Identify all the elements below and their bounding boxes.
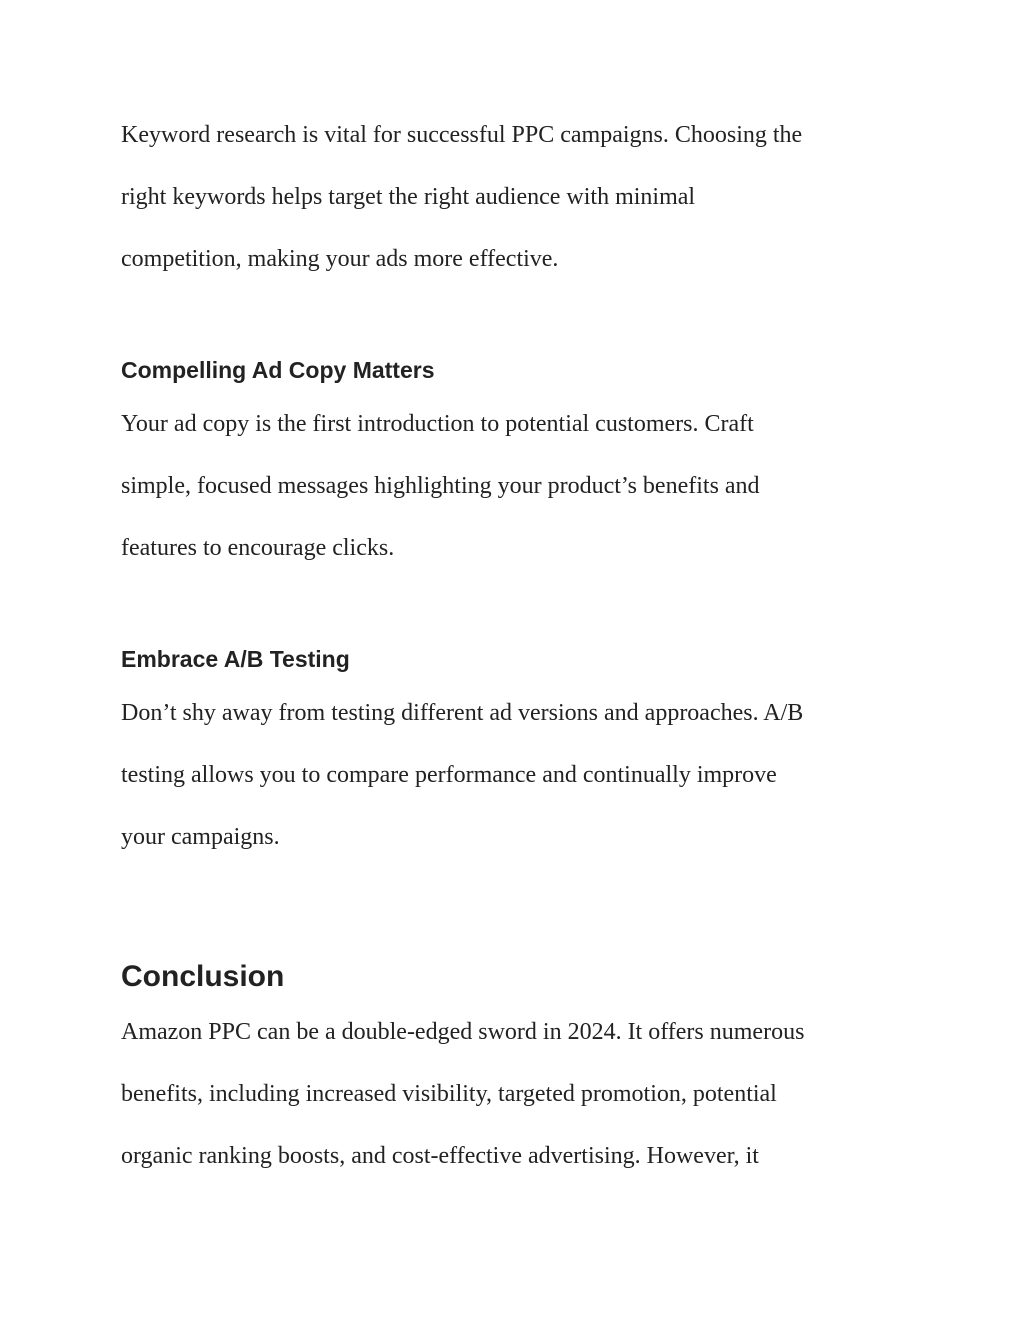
ab-testing-paragraph [121, 682, 921, 868]
section-heading-conclusion: Conclusion [121, 960, 285, 993]
intro-paragraph [121, 104, 921, 290]
paragraph-line: features to encourage clicks. [121, 535, 395, 561]
ad-copy-paragraph [121, 393, 921, 579]
section-heading-ad-copy: Compelling Ad Copy Matters [121, 357, 435, 383]
paragraph-line: Amazon PPC can be a double-edged sword in 2024. It offers numerous [121, 1019, 805, 1045]
paragraph-line: Your ad copy is the first introduction to potential customers. Craft [121, 411, 754, 437]
paragraph-line: your campaigns. [121, 824, 280, 850]
paragraph-line: simple, focused messages highlighting your product’s benefits and [121, 473, 760, 499]
paragraph-line: Don’t shy away from testing different ad versions and approaches. A/B [121, 700, 804, 726]
paragraph-line: Keyword research is vital for successful PPC campaigns. Choosing the [121, 122, 803, 148]
conclusion-paragraph [121, 1001, 921, 1187]
paragraph-line: organic ranking boosts, and cost-effective advertising. However, it [121, 1143, 759, 1169]
section-heading-ab-testing: Embrace A/B Testing [121, 646, 350, 672]
paragraph-line: competition, making your ads more effective. [121, 246, 559, 272]
paragraph-line: benefits, including increased visibility, targeted promotion, potential [121, 1081, 777, 1107]
paragraph-line: testing allows you to compare performance and continually improve [121, 762, 777, 788]
paragraph-line: right keywords helps target the right audience with minimal [121, 184, 696, 210]
